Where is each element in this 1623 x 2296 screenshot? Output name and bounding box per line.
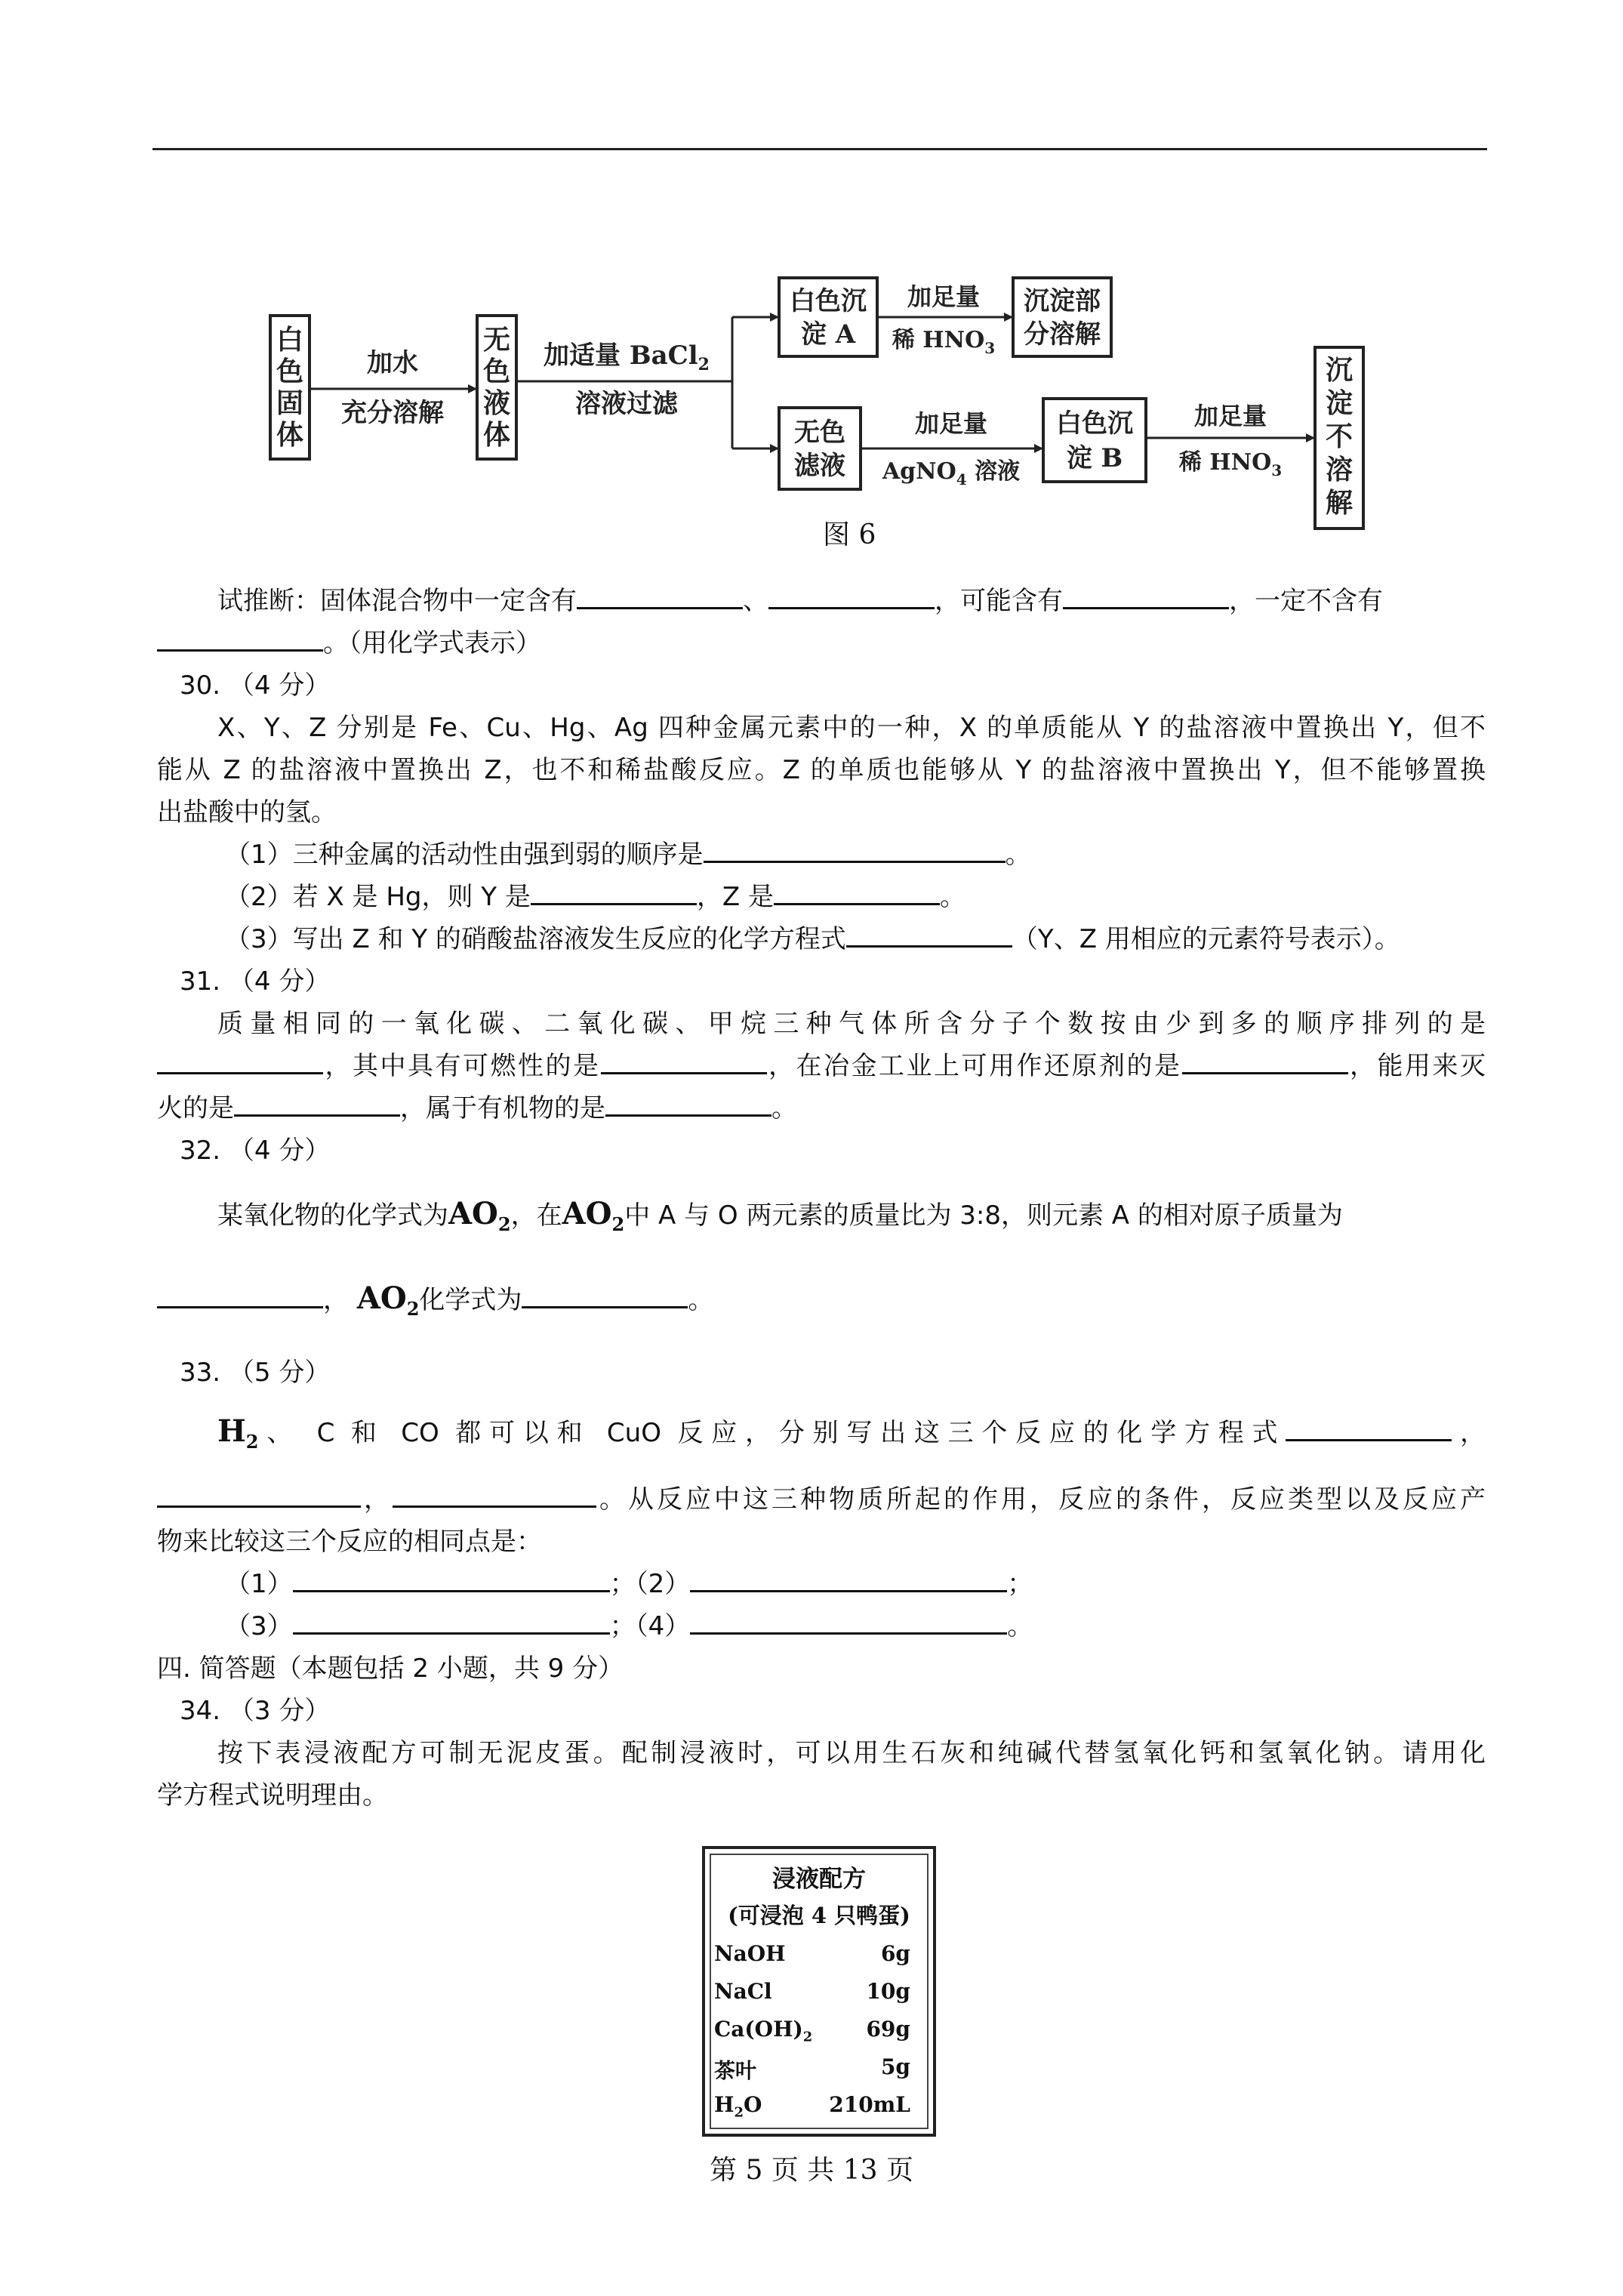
box-colorless-filtrate-line: 滤液: [794, 451, 845, 481]
recipe-amount: 69g: [866, 2017, 910, 2042]
recipe-ingredient: 茶叶: [714, 2058, 757, 2083]
q33-text: ，: [361, 1484, 393, 1515]
recipe-amount: 10g: [866, 1979, 910, 2004]
arrow-agno-top-label: 加足量: [914, 409, 988, 438]
recipe-ingredient: $Ca(OH)_2$: [714, 2017, 813, 2045]
q31-heading: 31. （4 分）: [180, 966, 331, 997]
formula-ao2: $AO_2$: [562, 1196, 625, 1235]
arrow-hno3-a-top-label: 加足量: [907, 282, 981, 311]
q32-text: ，在: [510, 1200, 562, 1231]
q33-text: 。从反应中这三种物质所起的作用，反应的条件，反应类型以及反应产: [596, 1484, 1486, 1515]
answer-blank[interactable]: [690, 1610, 1007, 1635]
q31-text: ，属于有机物的是: [400, 1093, 605, 1123]
q31-paragraph: 质量相同的一氧化碳、二氧化碳、甲烷三种气体所含分子个数按由少到多的顺序排列的是: [217, 1009, 1486, 1039]
section-heading: 四. 简答题（本题包括 2 小题，共 9 分）: [157, 1653, 624, 1684]
q30-text: （1）三种金属的活动性由强到弱的顺序是: [225, 840, 704, 870]
q30-sub-2: [157, 876, 1486, 918]
answer-blank[interactable]: [846, 923, 1012, 948]
arrow-bacl2-bottom-label: 溶液过滤: [575, 389, 678, 419]
q31-paragraph: [157, 1045, 1486, 1087]
box-white-solid-char: 白: [276, 324, 304, 356]
arrow-dissolve-bottom-label: 充分溶解: [341, 398, 444, 428]
q34-paragraph: 按下表浸液配方可制无泥皮蛋。配制浸液时，可以用生石灰和纯碱代替氢氧化钙和氢氧化钠。请用化: [217, 1738, 1486, 1768]
q32-paragraph: [157, 1277, 1486, 1330]
q30-text: （3）写出 Z 和 Y 的硝酸盐溶液发生反应的化学方程式: [225, 924, 846, 954]
page-footer: 第 5 页 共 13 页: [710, 2155, 913, 2186]
answer-blank[interactable]: [1286, 1416, 1452, 1441]
q33-text: 。: [1007, 1611, 1033, 1641]
answer-blank[interactable]: [577, 584, 743, 609]
recipe-amount: 210mL: [829, 2092, 910, 2117]
q32-text: 某氧化物的化学式为: [217, 1200, 448, 1231]
answer-blank[interactable]: [1063, 584, 1229, 609]
answer-blank[interactable]: [531, 880, 697, 905]
q34-heading: 34. （3 分）: [180, 1696, 331, 1726]
answer-blank[interactable]: [157, 627, 323, 652]
answer-blank[interactable]: [157, 1284, 323, 1308]
q32-text: 中 A 与 O 两元素的质量比为 3:8，则元素 A 的相对原子质量为: [624, 1200, 1343, 1231]
answer-blank[interactable]: [522, 1284, 688, 1308]
q31-text: ，其中具有可燃性的是: [323, 1051, 601, 1081]
q29-text: ，一定不含有: [1229, 586, 1383, 616]
q29-text: 试推断：固体混合物中一定含有: [217, 586, 577, 616]
q31-text: ，在冶金工业上可用作还原剂的是: [766, 1051, 1182, 1081]
recipe-subtitle: (可浸泡 4 只鸭蛋): [728, 1903, 910, 1928]
recipe-card: [702, 1846, 936, 2137]
answer-blank[interactable]: [157, 1483, 361, 1508]
q30-paragraph: 出盐酸中的氢。: [157, 797, 337, 827]
q31-text: 火的是: [157, 1093, 234, 1123]
recipe-ingredient: $H_2O$: [714, 2092, 762, 2121]
q33-text: ；（4）: [609, 1611, 691, 1641]
formula-h2: $H_2$: [217, 1413, 259, 1453]
q33-text: 、 C 和 CO 都可以和 CuO 反应，分别写出这三个反应的化学方程式: [258, 1418, 1286, 1448]
answer-blank[interactable]: [234, 1092, 400, 1117]
recipe-ingredient: NaOH: [714, 1941, 786, 1966]
box-insoluble-char: 不: [1325, 421, 1354, 452]
q29-text: 、: [743, 586, 768, 616]
recipe-amount: 5g: [880, 2054, 910, 2079]
q29-text: ，可能含有: [935, 586, 1063, 616]
q33-text: （1）: [225, 1569, 293, 1599]
recipe-row: [714, 1979, 918, 2004]
box-colorless-liquid-char: 色: [482, 356, 511, 387]
q33-text: （3）: [225, 1611, 293, 1641]
q30-text: （Y、Z 用相应的元素符号表示）。: [1012, 924, 1400, 954]
box-white-solid-char: 固: [276, 387, 304, 419]
box-insoluble-char: 淀: [1325, 387, 1354, 419]
arrow-agno-bottom-label: AgNO$_4$ 溶液: [882, 458, 1021, 488]
answer-blank[interactable]: [605, 1092, 771, 1117]
box-white-precipitate-b-line: 白色沉: [1056, 408, 1133, 439]
box-white-precipitate-a-line: 白色沉: [790, 286, 867, 316]
arrow-bacl2-top-label: 加适量 BaCl$_2$: [544, 341, 710, 374]
recipe-title: 浸液配方: [772, 1866, 866, 1893]
box-colorless-liquid-char: 液: [482, 387, 511, 419]
box-insoluble-char: 解: [1325, 487, 1354, 519]
answer-blank[interactable]: [393, 1483, 596, 1508]
box-partially-dissolved-line: 沉淀部: [1024, 286, 1101, 316]
arrow-hno3-b-top-label: 加足量: [1193, 402, 1267, 430]
q30-paragraph: 能从 Z 的盐溶液中置换出 Z，也不和稀盐酸反应。Z 的单质也能够从 Y 的盐溶液中置换出 Y，但不能够置换: [157, 755, 1486, 785]
q30-sub-3: [157, 918, 1486, 960]
box-colorless-filtrate-line: 无色: [794, 418, 845, 448]
recipe-row: [714, 2017, 918, 2045]
box-white-precipitate-a-line: 淀 A: [800, 319, 856, 350]
q30-text: （2）若 X 是 Hg，则 Y 是: [225, 882, 531, 912]
q33-answers-row: [157, 1563, 1486, 1605]
q33-text: ；: [1007, 1569, 1033, 1599]
box-insoluble-char: 溶: [1325, 454, 1354, 485]
answer-blank[interactable]: [768, 584, 935, 609]
q32-text: 化学式为: [419, 1285, 522, 1315]
q31-paragraph: [157, 1087, 1486, 1130]
answer-blank[interactable]: [704, 838, 1006, 863]
q32-paragraph: [157, 1193, 1486, 1246]
q30-paragraph: X、Y、Z 分别是 Fe、Cu、Hg、Ag 四种金属元素中的一种，X 的单质能从 Y 的盐溶液中置换出 Y，但不: [217, 713, 1486, 743]
box-colorless-liquid-char: 无: [482, 324, 511, 356]
q29-text: 。（用化学式表示）: [323, 628, 541, 658]
box-partially-dissolved-line: 分溶解: [1024, 319, 1101, 350]
answer-blank[interactable]: [601, 1049, 767, 1074]
q30-heading: 30. （4 分）: [180, 670, 331, 701]
recipe-amount: 6g: [880, 1941, 910, 1966]
box-colorless-liquid-char: 体: [482, 419, 511, 451]
q30-text: ，Z 是: [696, 882, 774, 912]
recipe-row: [714, 2054, 918, 2085]
q32-text: 。: [688, 1285, 714, 1315]
q33-heading: 33. （5 分）: [180, 1358, 331, 1388]
q29-line-1: [157, 580, 1486, 622]
formula-ao2: $AO_2$: [356, 1281, 420, 1320]
box-white-solid-char: 色: [276, 356, 304, 387]
box-insoluble-char: 沉: [1325, 354, 1354, 386]
figure-caption: 图 6: [823, 519, 876, 550]
q34-paragraph: 学方程式说明理由。: [157, 1780, 388, 1811]
recipe-row: [714, 1941, 918, 1966]
answer-blank[interactable]: [774, 880, 940, 905]
answer-blank[interactable]: [1182, 1049, 1348, 1074]
q30-text: 。: [940, 882, 965, 912]
arrow-hno3-a-bottom-label: 稀 $HNO_3$: [892, 327, 996, 357]
answer-blank[interactable]: [293, 1567, 610, 1592]
header-rule: [152, 148, 1487, 150]
box-white-solid-char: 体: [276, 419, 304, 451]
q32-text: ，: [323, 1285, 349, 1315]
flow-diagram: [257, 264, 1389, 551]
box-white-precipitate-b-line: 淀 B: [1066, 443, 1123, 473]
q31-text: ，能用来灭: [1347, 1051, 1486, 1081]
arrow-dissolve-top-label: 加水: [367, 348, 418, 378]
q33-text: ；（2）: [609, 1569, 691, 1599]
q29-line-2: [157, 622, 1486, 664]
q33-text: ，: [1452, 1418, 1486, 1448]
q30-text: 。: [1005, 840, 1031, 870]
formula-ao2: $AO_2$: [448, 1196, 511, 1235]
q33-paragraph: 物来比较这三个反应的相同点是：: [157, 1527, 542, 1557]
q33-paragraph: [157, 1410, 1486, 1463]
answer-blank[interactable]: [293, 1610, 610, 1635]
recipe-row: [714, 2092, 918, 2121]
recipe-ingredient: NaCl: [714, 1979, 772, 2004]
q33-answers-row: [157, 1605, 1486, 1647]
q30-sub-1: [157, 834, 1486, 876]
answer-blank[interactable]: [690, 1567, 1007, 1592]
q31-text: 。: [771, 1093, 797, 1123]
arrow-hno3-b-bottom-label: 稀 $HNO_3$: [1178, 449, 1283, 479]
q32-heading: 32. （4 分）: [180, 1136, 331, 1166]
q33-paragraph: [157, 1478, 1486, 1521]
answer-blank[interactable]: [157, 1049, 323, 1074]
